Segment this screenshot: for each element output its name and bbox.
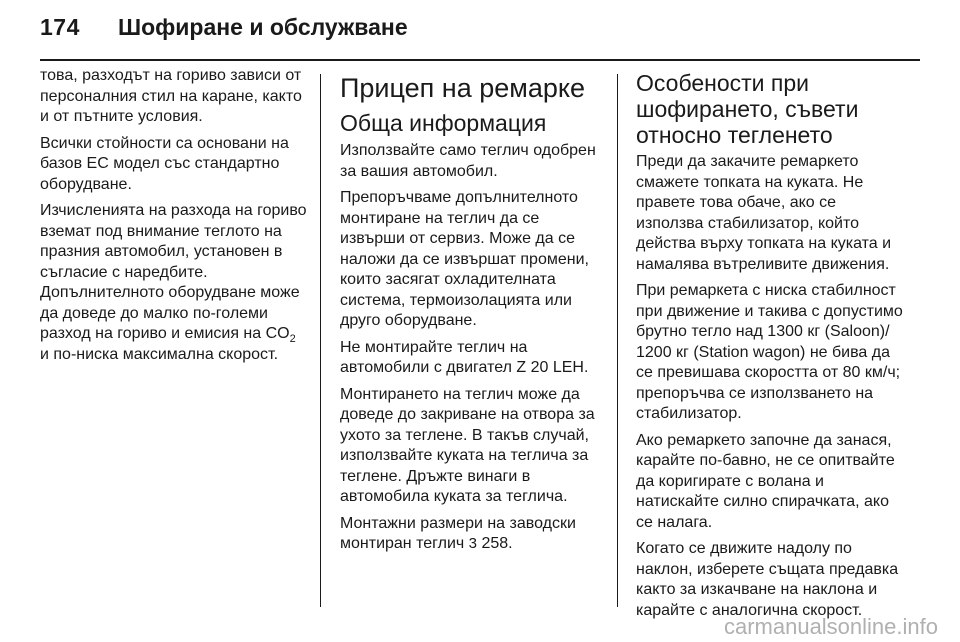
paragraph: Когато се движите надолу по наклон, изберете същата предавка както за изкачване на наклона и карайте с аналогична скорост.	[636, 540, 899, 619]
paragraph: Монтирането на теглич може да доведе до закриване на отвора за ухото за теглене. В такъв случай, използвайте куката на теглича за теглене. Дръжте винаги в автомобила куката за теглича.	[340, 385, 595, 505]
paragraph: Всички стойности са основани на базов ЕС модел със стандартно оборудване.	[40, 134, 289, 193]
column-divider-1	[320, 74, 321, 607]
paragraph: Препоръчваме допълнителното монтиране на теглич да се извърши от сервиз. Може да се наложи да се извършат промени, които засягат охладителната система, термоизолацията или друго оборудване.	[340, 189, 589, 329]
paragraph: това, разходът на гориво зависи от персоналния стил на каране, както и от пътните условия.	[40, 67, 302, 125]
paragraph: При ремаркета с ниска стабилност при движение и такива с допустимо брутно тегло над 1300 кг (Saloon)/ 1200 кг (Station wagon) не бива да се превишава скоростта от 80 км/ч; препоръчва се използването на стабилизатор.	[636, 282, 903, 422]
paragraph	[340, 514, 604, 555]
column-right	[636, 66, 904, 627]
paragraph: Не монтирайте теглич на автомобили с двигател Z 20 LEH.	[340, 338, 589, 376]
chapter-title: Шофиране и обслужване	[118, 14, 408, 40]
section-title: Прицеп на ремарке	[340, 73, 585, 103]
subsection-title: Обща информация	[340, 110, 547, 136]
paragraph: Ако ремаркето започне да занася, карайте по-бавно, не се опитвайте да коригирате с волана и натискайте силно спирачката, ако се налага.	[636, 431, 895, 531]
column-left	[40, 66, 312, 371]
column-divider-2	[617, 74, 618, 607]
section-title: Особености при шофирането, съвети относно тегленето	[636, 70, 859, 148]
paragraph: Преди да закачите ремаркето смажете топката на куката. Не правете това обаче, ако се използва стабилизатор, който действа върху топката на куката и намалява вътреливите движения.	[636, 153, 892, 273]
page-header	[40, 14, 920, 54]
watermark: carmanualsonline.info	[723, 614, 938, 639]
paragraph-text: и по-ниска максимална скорост.	[40, 345, 279, 363]
page-number: 174	[40, 14, 80, 40]
column-middle	[340, 66, 604, 561]
paragraph-text: Изчисленията на разхода на гориво вземат под внимание теглото на празния автомобил, установен в съгласие с наредбите. Допълнителното оборудване може да доведе до малко по-големи разход на гориво и емисия на CO	[40, 202, 307, 342]
subscript: 2	[289, 333, 296, 346]
paragraph-text: Монтажни размери на заводски монтиран теглич	[340, 514, 576, 552]
paragraph	[40, 201, 312, 365]
paragraph: Използвайте само теглич одобрен за вашия автомобил.	[340, 142, 596, 180]
cross-reference-arrow-icon: 3	[468, 535, 478, 552]
header-rule	[40, 59, 920, 61]
page-reference[interactable]: 258.	[481, 535, 513, 552]
